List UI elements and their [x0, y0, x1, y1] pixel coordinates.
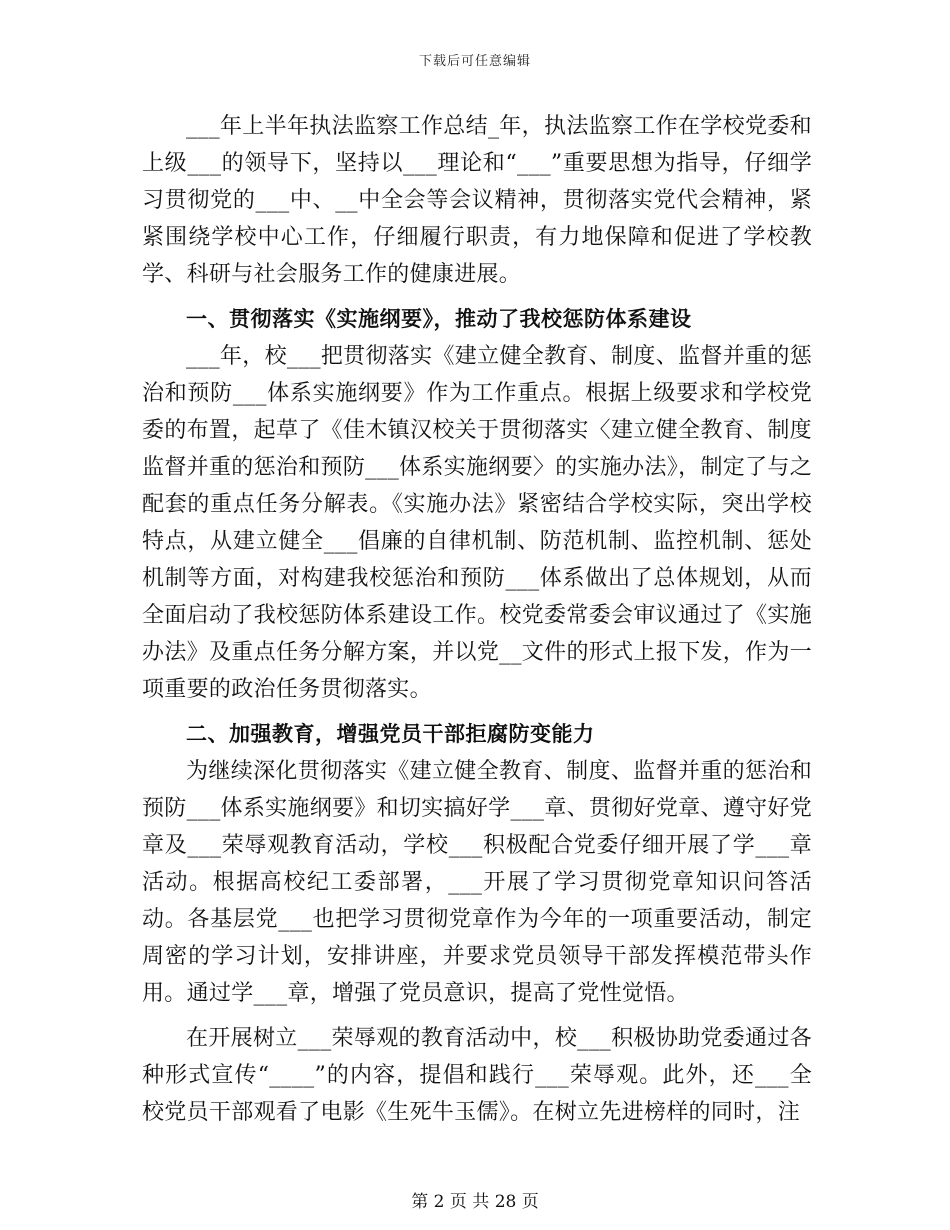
paragraph-intro: ___年上半年执法监察工作总结_年，执法监察工作在学校党委和上级___的领导下，坚持以___理论和“___”重要思想为指导，仔细学习贯彻党的___中、__中全会等会议精神，贯彻落实党代会精神，紧紧围绕学校中心工作，仔细履行职责，有力地保障和促进了学校教学、科研与社会服务工作的健康进展。 — [142, 114, 812, 287]
section-heading-2: 二、加强教育，增强党员干部拒腐防变能力 — [186, 722, 595, 746]
paragraph-section-2b: 在开展树立___荣辱观的教育活动中，校___积极协助党委通过各种形式宣传“____”的内容，提倡和践行___荣辱观。此外，还___全校党员干部观看了电影《生死牛玉儒》。在树立先进榜样的同时，注 — [142, 1026, 812, 1125]
section-heading-1: 一、贯彻落实《实施纲要》，推动了我校惩防体系建设 — [186, 307, 692, 331]
page-header-note: 下载后可任意编辑 — [418, 54, 531, 69]
paragraph-section-1: ___年，校___把贯彻落实《建立健全教育、制度、监督并重的惩治和预防___体系实施纲要》作为工作重点。根据上级要求和学校党委的布置，起草了《佳木镇汉校关于贯彻落实〈建立健全教育、制度监督并重的惩治和预防___体系实施纲要〉的实施办法》，制定了与之配套的重点任务分解表。《实施办法》紧密结合学校实际，突出学校特点，从建立健全___倡廉的自律机制、防范机制、监控机制、惩处机制等方面，对构建我校惩治和预防___体系做出了总体规划，从而全面启动了我校惩防体系建设工作。校党委常委会审议通过了《实施办法》及重点任务分解方案，并以党__文件的形式上报下发，作为一项重要的政治任务贯彻落实。 — [142, 344, 812, 702]
document-body — [142, 108, 812, 1131]
paragraph-section-2a: 为继续深化贯彻落实《建立健全教育、制度、监督并重的惩治和预防___体系实施纲要》和切实搞好学___章、贯彻好党章、遵守好党章及___荣辱观教育活动，学校___积极配合党委仔细开展了学___章活动。根据高校纪工委部署，___开展了学习贯彻党章知识问答活动。各基层党___也把学习贯彻党章作为今年的一项重要活动，制定周密的学习计划，安排讲座，并要求党员领导干部发挥模范带头作用。通过学___章，增强了党员意识，提高了党性觉悟。 — [142, 759, 812, 1006]
page-number-footer: 第 2 页 共 28 页 — [411, 1192, 539, 1212]
